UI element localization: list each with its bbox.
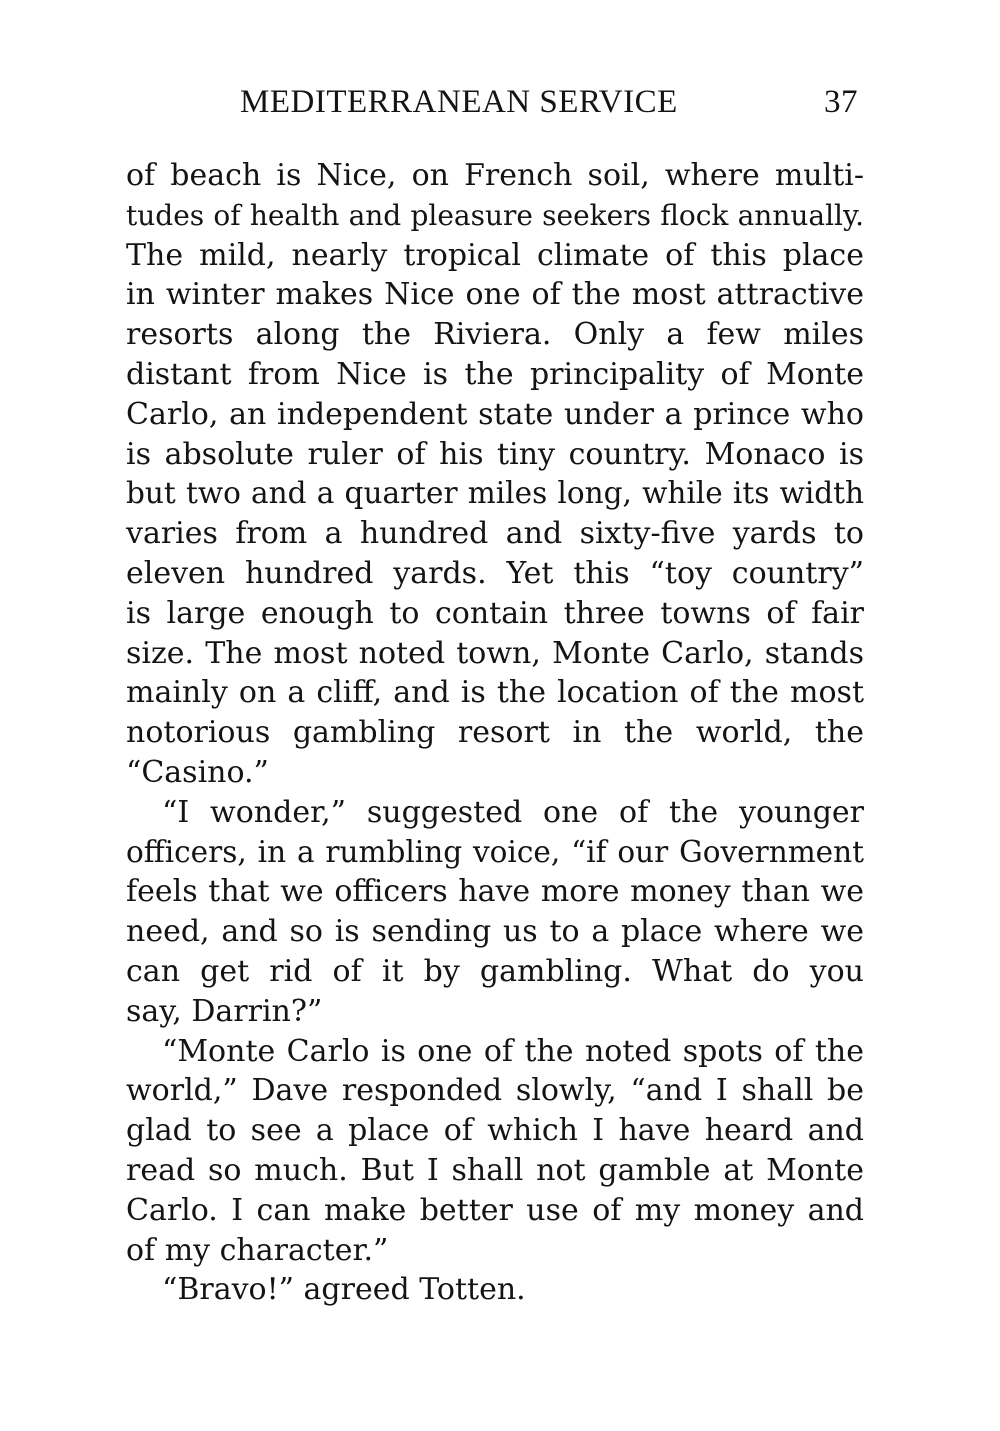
text-line: need, and so is sending us to a place where we [126, 914, 864, 950]
text-line: is large enough to contain three towns of fair [126, 595, 864, 631]
text-line: eleven hundred yards. Yet this “toy country” [126, 555, 864, 591]
text-line: tudes of health and pleasure seekers flock annually. [126, 198, 864, 232]
running-head [126, 84, 858, 124]
text-line: The mild, nearly tropical climate of this place [126, 237, 864, 273]
text-line: officers, in a rumbling voice, “if our Government [126, 834, 864, 869]
text-line: “Bravo!” agreed Totten. [162, 1272, 526, 1308]
text-line: say, Darrin?” [126, 993, 323, 1029]
text-line: in winter makes Nice one of the most attractive [126, 277, 864, 313]
text-line: but two and a quarter miles long, while its width [126, 476, 864, 511]
text-line: “I wonder,” suggested one of the younger [162, 794, 864, 830]
text-line: of my character.” [126, 1232, 389, 1268]
running-head-title: MEDITERRANEAN SERVICE [240, 84, 678, 120]
text-line: feels that we officers have more money than we [126, 874, 864, 910]
text-line: glad to see a place of which I have heard and [126, 1113, 864, 1149]
page-number: 37 [824, 84, 858, 120]
text-line: of beach is Nice, on French soil, where multi- [126, 158, 864, 193]
body-text [126, 156, 864, 1310]
text-line: “Monte Carlo is one of the noted spots of the [162, 1033, 864, 1069]
text-line: Carlo, an independent state under a prince who [126, 396, 864, 432]
text-line: is absolute ruler of his tiny country. Monaco is [126, 436, 864, 472]
text-line: varies from a hundred and sixty-five yards to [126, 516, 864, 552]
text-line: can get rid of it by gambling. What do you [126, 953, 864, 989]
text-line: “Casino.” [126, 754, 269, 790]
text-line: world,” Dave responded slowly, “and I shall be [126, 1073, 864, 1109]
text-line: mainly on a cliff, and is the location of the most [126, 675, 864, 711]
text-line: Carlo. I can make better use of my money and [126, 1192, 864, 1228]
text-line: size. The most noted town, Monte Carlo, stands [126, 635, 864, 671]
text-line: distant from Nice is the principality of Monte [126, 356, 864, 392]
text-line: notorious gambling resort in the world, the [126, 715, 864, 751]
text-line: resorts along the Riviera. Only a few miles [126, 317, 864, 353]
text-line: read so much. But I shall not gamble at Monte [126, 1152, 864, 1188]
